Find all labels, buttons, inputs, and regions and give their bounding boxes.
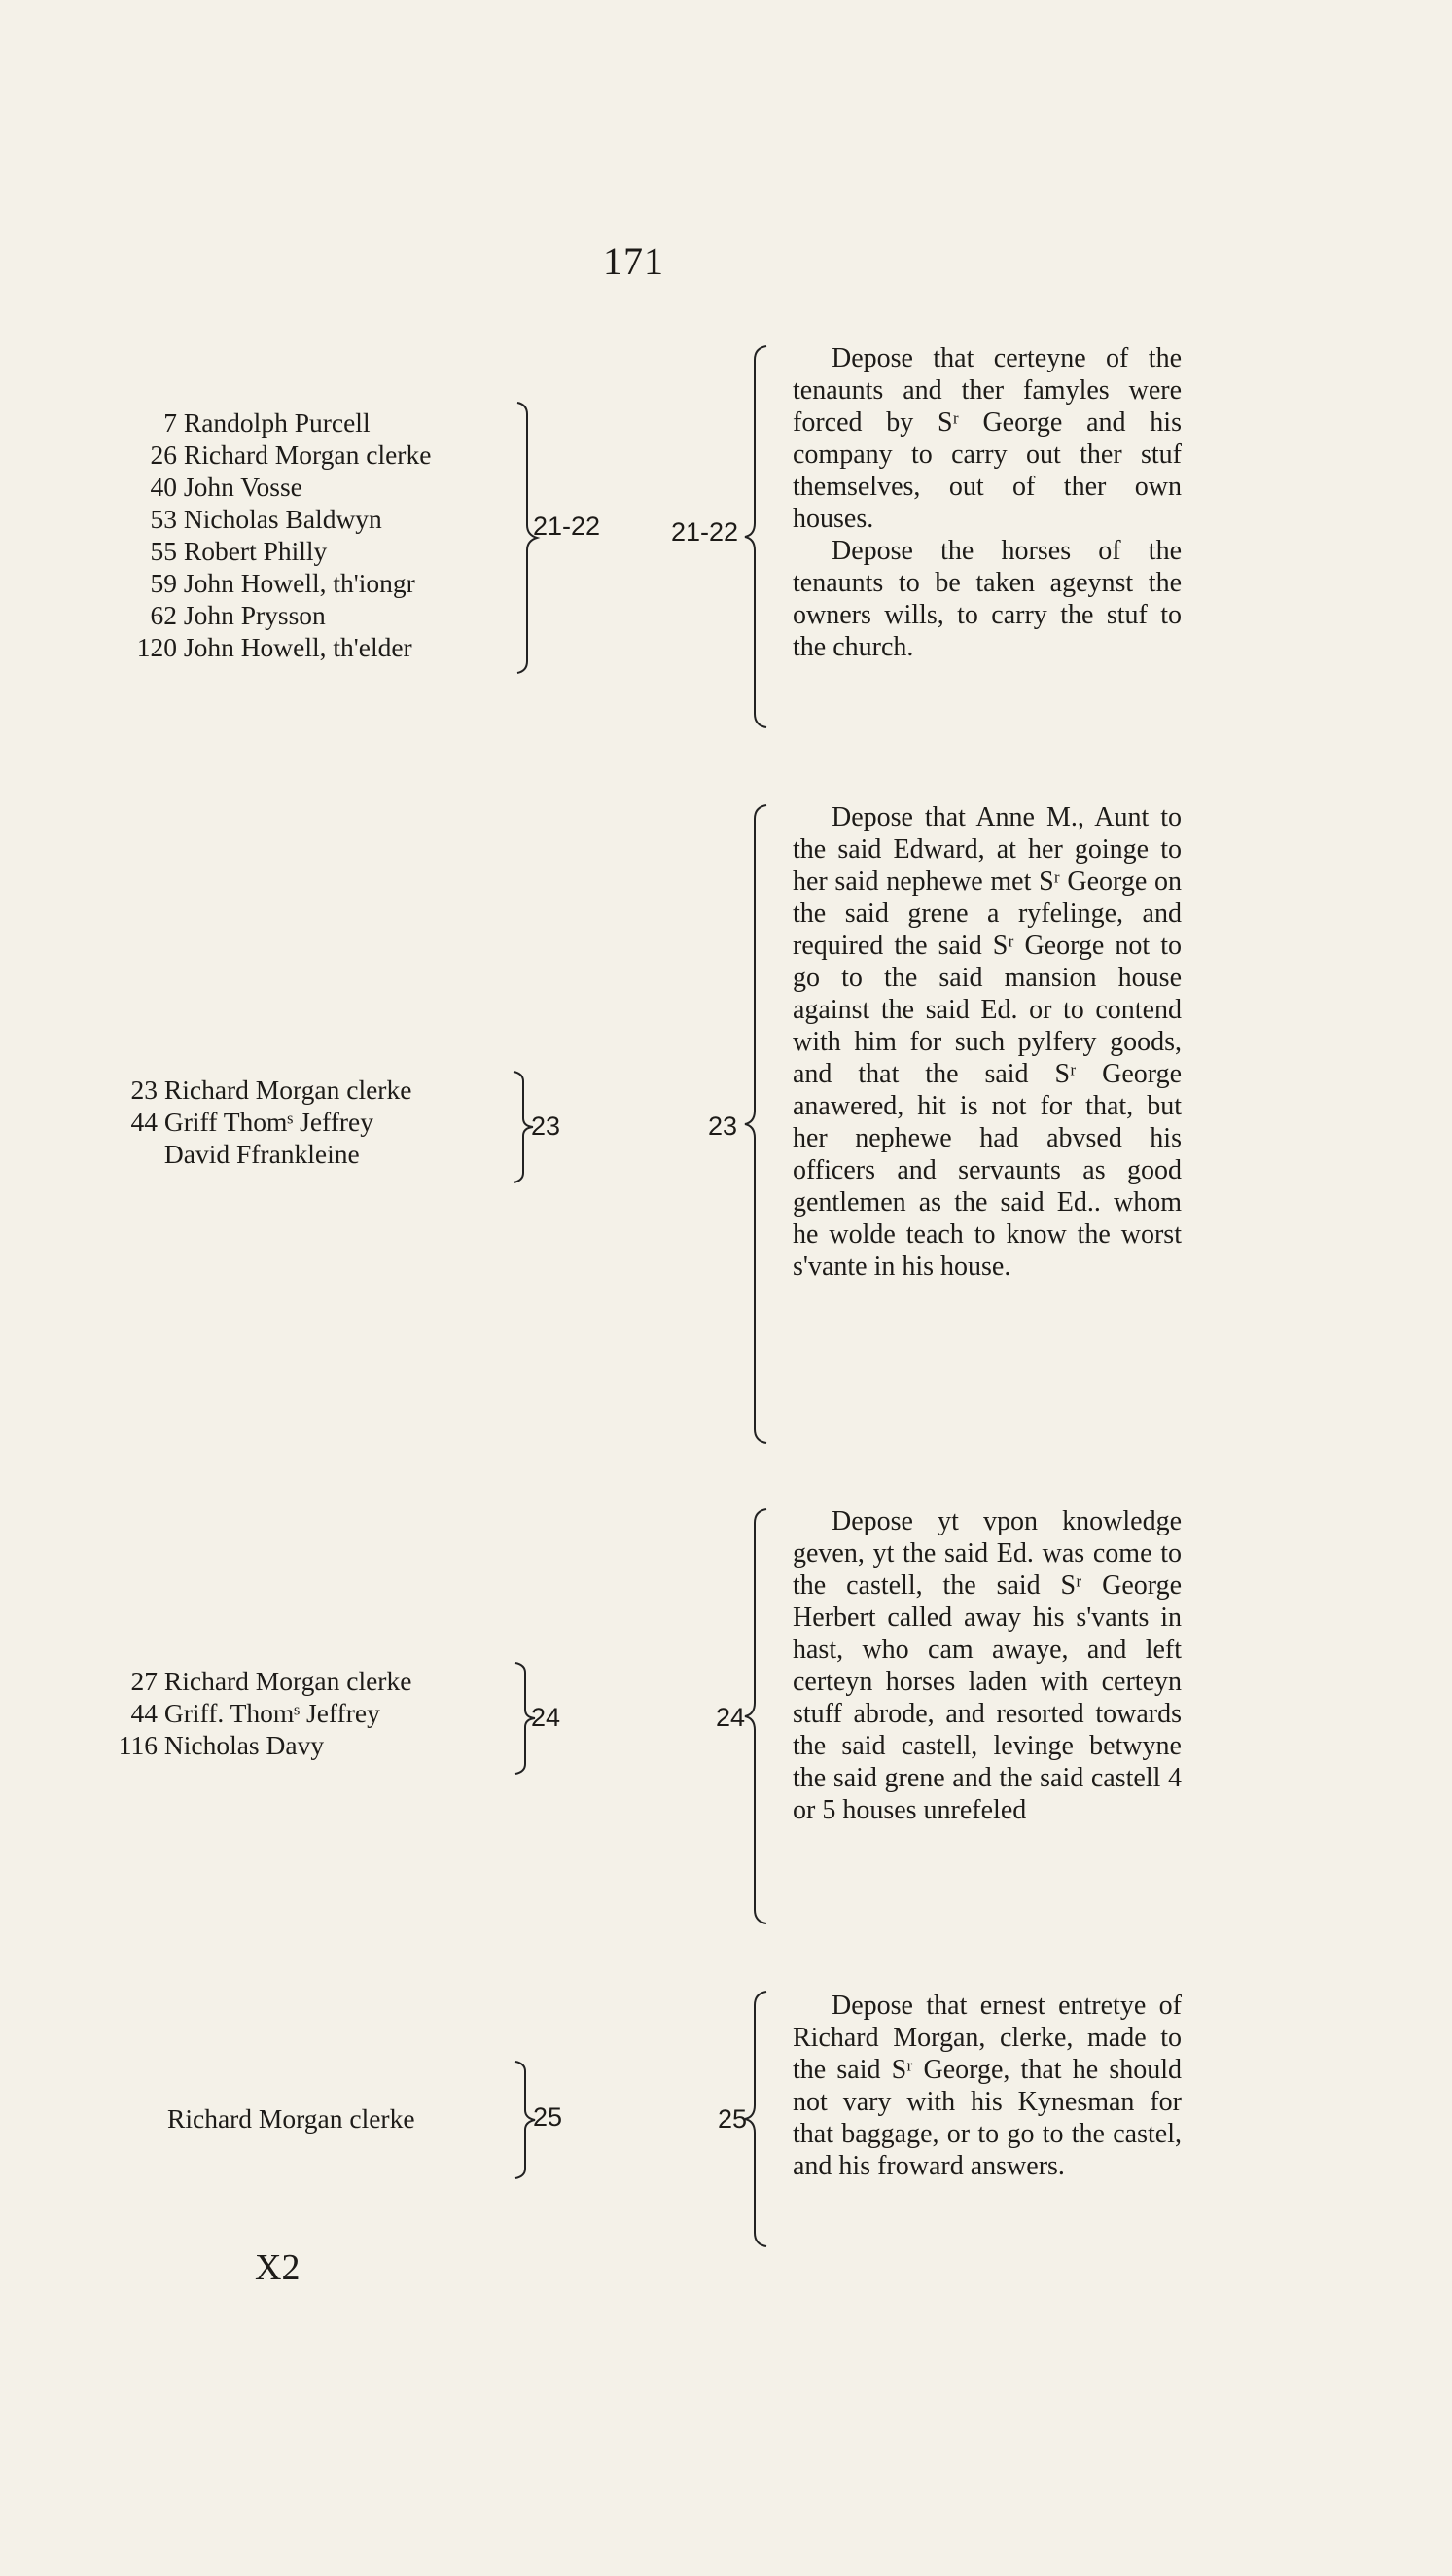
witness-entry: 53 Nicholas Baldwyn	[150, 504, 382, 534]
left-brace-2	[741, 803, 770, 1445]
witness-entry: 55 Robert Philly	[150, 536, 328, 566]
article-ref-left-2: 23	[531, 1112, 561, 1141]
deposition-paragraph: Depose the horses of the tenaunts to be taken ageynst the owners wills, to carry the stuf to the church.	[793, 536, 1182, 662]
article-ref-left-4: 25	[533, 2102, 563, 2132]
deposition-paragraph: Depose that certeyne of the tenaunts and ther famyles were forced by Sʳ George and his company to carry out ther stuf themselves, out of ther own houses.	[793, 343, 1182, 534]
witness-list-1	[109, 406, 431, 663]
article-ref-right-4: 25	[718, 2104, 748, 2134]
left-brace-4	[741, 1990, 770, 2248]
witness-list-2	[109, 1074, 411, 1170]
article-ref-left-3: 24	[531, 1703, 561, 1732]
witness-entry: 44 Griff. Thomˢ Jeffrey	[130, 1698, 380, 1728]
signature-mark: X2	[255, 2247, 301, 2288]
witness-entry: 59 John Howell, th'iongr	[150, 568, 415, 598]
deposition-paragraph: Depose that ernest entretye of Richard Morgan, clerke, made to the said Sʳ George, that he should not vary with his Kynesman for that baggage, or to go to the castel, and his froward answers.	[793, 1991, 1182, 2181]
left-brace-3	[741, 1507, 770, 1925]
deposition-text-3	[793, 1505, 1182, 1826]
witness-entry: 40 John Vosse	[150, 472, 302, 502]
article-ref-right-2: 23	[708, 1112, 738, 1141]
article-ref-left-1: 21-22	[533, 512, 601, 541]
witness-entry: Richard Morgan clerke	[167, 2103, 415, 2134]
witness-entry: 44 Griff Thomˢ Jeffrey	[130, 1107, 373, 1137]
article-ref-right-1: 21-22	[671, 517, 739, 547]
witness-list-3	[109, 1665, 411, 1761]
article-ref-right-3: 24	[716, 1703, 746, 1732]
witness-list-4	[167, 2102, 415, 2135]
witness-entry: 27 Richard Morgan clerke	[130, 1666, 412, 1696]
witness-entry: David Ffrankleine	[163, 1139, 360, 1169]
deposition-text-4	[793, 1990, 1182, 2182]
deposition-paragraph: Depose that Anne M., Aunt to the said Edward, at her goinge to her said nephewe met Sʳ George on the said grene a ryfelinge, and required the said Sʳ George not to go to the said mansion house against the said Ed. or to contend with him for such pylfery goods, and that the said Sʳ George anawered, hit is not for that, but her nephewe had abvsed his officers and servaunts as good gentlemen as the said Ed.. whom he wolde teach to know the worst s'vante in his house.	[793, 802, 1182, 1282]
witness-entry: 116 Nicholas Davy	[118, 1730, 325, 1760]
witness-entry: 62 John Prysson	[150, 600, 326, 630]
witness-entry: 26 Richard Morgan clerke	[150, 440, 432, 470]
witness-entry: 7 Randolph Purcell	[163, 407, 371, 438]
witness-entry: 120 John Howell, th'elder	[136, 632, 412, 662]
deposition-paragraph: Depose yt vpon knowledge geven, yt the said Ed. was come to the castell, the said Sʳ George Herbert called away his s'vants in hast, who cam awaye, and left certeyn horses laden with certeyn stuff abrode, and resorted towards the said castell, levinge betwyne the said grene and the said castell 4 or 5 houses unrefeled	[793, 1506, 1182, 1825]
deposition-text-1	[793, 342, 1182, 663]
witness-entry: 23 Richard Morgan clerke	[130, 1075, 412, 1105]
left-brace-1	[741, 344, 770, 729]
page-number: 171	[603, 239, 664, 283]
deposition-text-2	[793, 801, 1182, 1283]
